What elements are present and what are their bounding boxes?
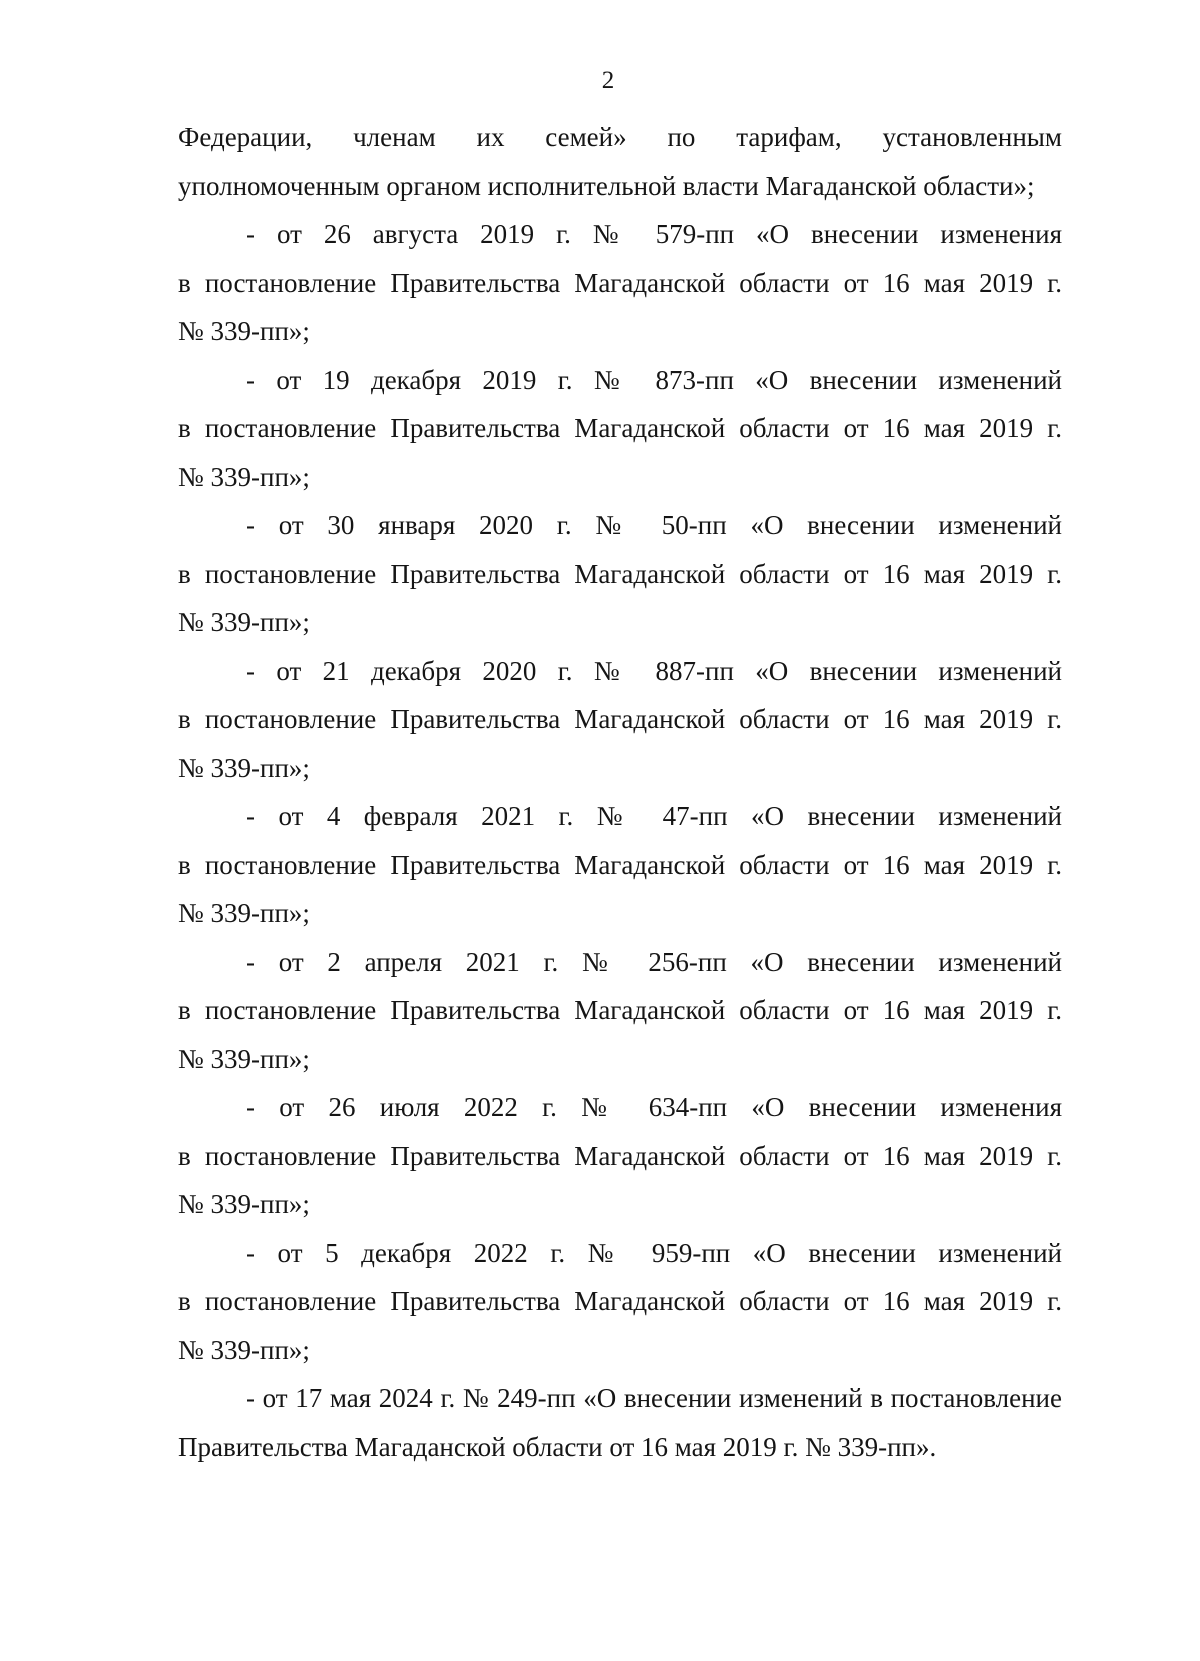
list-item-line-1: - от 21 декабря 2020 г. № 887-пп «О внесении изменений xyxy=(246,655,1062,686)
list-item xyxy=(178,501,1062,647)
list-item xyxy=(178,792,1062,938)
final-item-line-1: - от 17 мая 2024 г. № 249-пп «О внесении изменений в постановление xyxy=(246,1383,1062,1413)
list-item-line-1: - от 26 августа 2019 г. № 579-пп «О внесении изменения xyxy=(246,219,1062,249)
list-item-line-3: № 339-пп»; xyxy=(178,1043,310,1074)
list-item-line-3: № 339-пп»; xyxy=(178,607,310,637)
document-body xyxy=(178,113,1062,1471)
list-item-line-1: - от 5 декабря 2022 г. № 959-пп «О внесении изменений xyxy=(246,1237,1062,1268)
intro-line-1: Федерации, членам их семей» по тарифам, установленным xyxy=(178,122,1062,152)
list-item-line-2: в постановление Правительства Магаданской области от 16 мая 2019 г. xyxy=(178,558,1062,589)
list-item-line-3: № 339-пп»; xyxy=(178,1189,310,1219)
list-item-line-1: - от 4 февраля 2021 г. № 47-пп «О внесении изменений xyxy=(246,801,1062,831)
list-item-line-3: № 339-пп»; xyxy=(178,461,310,492)
list-item-line-2: в постановление Правительства Магаданской области от 16 мая 2019 г. xyxy=(178,995,1062,1025)
final-list-item xyxy=(178,1374,1062,1471)
list-item xyxy=(178,647,1062,793)
list-item-line-2: в постановление Правительства Магаданской области от 16 мая 2019 г. xyxy=(178,1286,1062,1316)
list-item-line-2: в постановление Правительства Магаданской области от 16 мая 2019 г. xyxy=(178,267,1062,298)
page-number: 2 xyxy=(601,67,615,94)
list-item-line-1: - от 30 января 2020 г. № 50-пп «О внесении изменений xyxy=(246,510,1062,540)
list-item-line-3: № 339-пп»; xyxy=(178,316,310,346)
list-item-line-3: № 339-пп»; xyxy=(178,898,310,928)
list-item-line-2: в постановление Правительства Магаданской области от 16 мая 2019 г. xyxy=(178,704,1062,734)
list-item xyxy=(178,938,1062,1084)
list-item xyxy=(178,210,1062,356)
list-item-line-2: в постановление Правительства Магаданской области от 16 мая 2019 г. xyxy=(178,413,1062,443)
list-item-line-1: - от 19 декабря 2019 г. № 873-пп «О внесении изменений xyxy=(246,364,1062,395)
intro-paragraph xyxy=(178,113,1062,210)
list-item-line-1: - от 2 апреля 2021 г. № 256-пп «О внесении изменений xyxy=(246,946,1062,977)
intro-line-2: уполномоченным органом исполнительной власти Магаданской области»; xyxy=(178,170,1035,201)
list-item xyxy=(178,1083,1062,1229)
list-item-line-3: № 339-пп»; xyxy=(178,1334,310,1365)
list-item xyxy=(178,1229,1062,1375)
list-item-line-3: № 339-пп»; xyxy=(178,752,310,783)
list-item xyxy=(178,356,1062,502)
list-item-line-1: - от 26 июля 2022 г. № 634-пп «О внесении изменения xyxy=(246,1092,1062,1122)
list-item-line-2: в постановление Правительства Магаданской области от 16 мая 2019 г. xyxy=(178,849,1062,880)
final-item-line-2: Правительства Магаданской области от 16 мая 2019 г. № 339-пп». xyxy=(178,1431,937,1462)
list-item-line-2: в постановление Правительства Магаданской области от 16 мая 2019 г. xyxy=(178,1140,1062,1171)
